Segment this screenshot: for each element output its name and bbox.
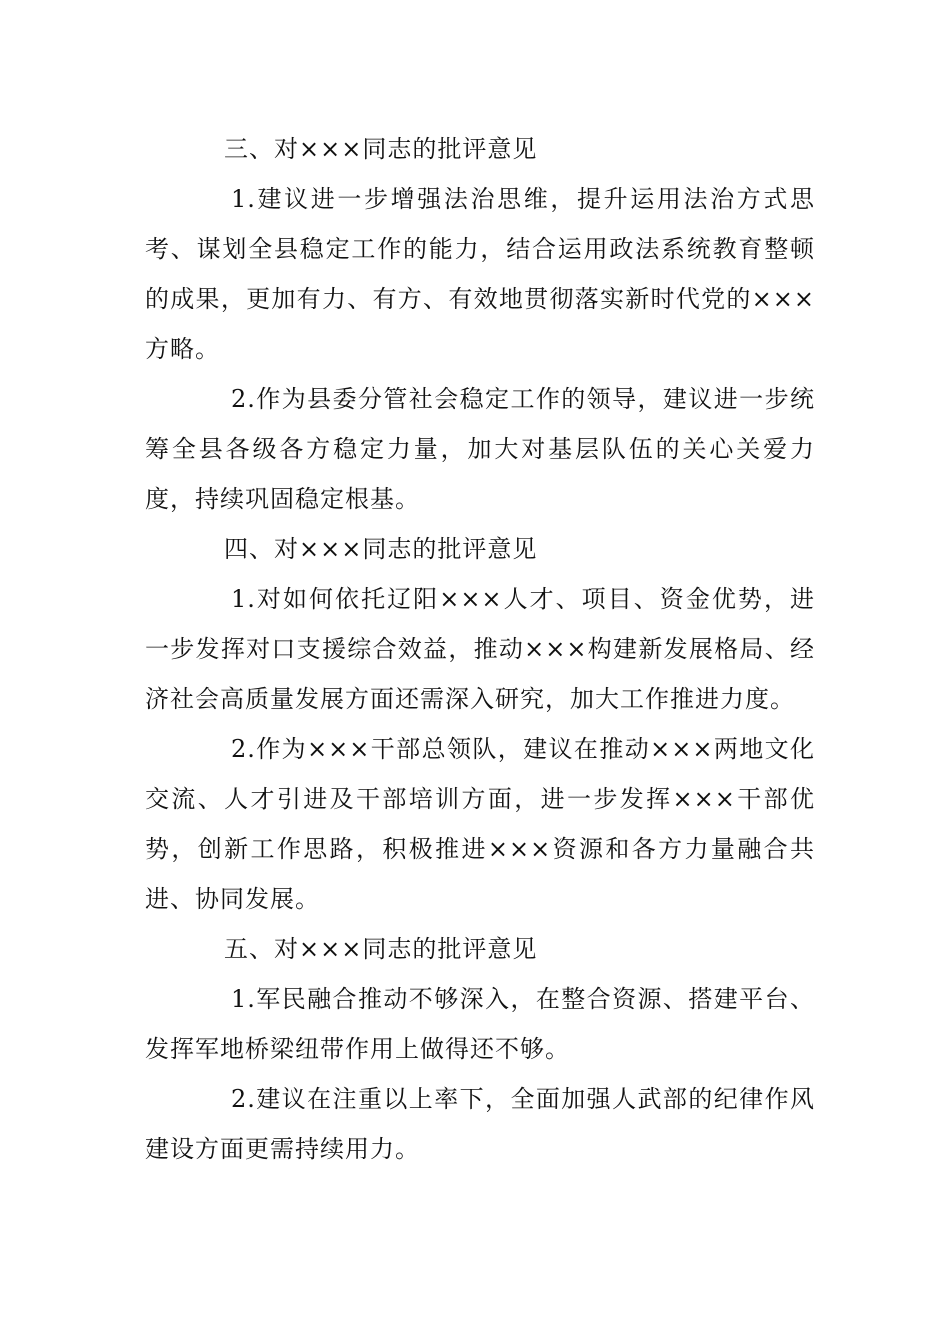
section-4-paragraph-2: 2.作为×××干部总领队，建议在推动×××两地文化交流、人才引进及干部培训方面，进一步发挥×××干部优势，创新工作思路，积极推进×××资源和各方力量融合共进、协同发展。 bbox=[145, 735, 815, 913]
section-heading-4: 四、对×××同志的批评意见 bbox=[224, 535, 538, 563]
document-body bbox=[145, 124, 815, 1174]
section-heading-5: 五、对×××同志的批评意见 bbox=[224, 935, 538, 963]
section-5-paragraph-2: 2.建议在注重以上率下，全面加强人武部的纪律作风建设方面更需持续用力。 bbox=[145, 1085, 815, 1163]
section-heading-3: 三、对×××同志的批评意见 bbox=[224, 135, 538, 163]
section-3-paragraph-1: 1.建议进一步增强法治思维，提升运用法治方式思考、谋划全县稳定工作的能力，结合运用政法系统教育整顿的成果，更加有力、有方、有效地贯彻落实新时代党的×××方略。 bbox=[145, 185, 815, 363]
section-3-paragraph-2: 2.作为县委分管社会稳定工作的领导，建议进一步统筹全县各级各方稳定力量，加大对基层队伍的关心关爱力度，持续巩固稳定根基。 bbox=[145, 385, 815, 513]
section-5-paragraph-1: 1.军民融合推动不够深入，在整合资源、搭建平台、发挥军地桥梁纽带作用上做得还不够。 bbox=[145, 985, 815, 1063]
section-4-paragraph-1: 1.对如何依托辽阳×××人才、项目、资金优势，进一步发挥对口支援综合效益，推动×××构建新发展格局、经济社会高质量发展方面还需深入研究，加大工作推进力度。 bbox=[145, 585, 815, 713]
